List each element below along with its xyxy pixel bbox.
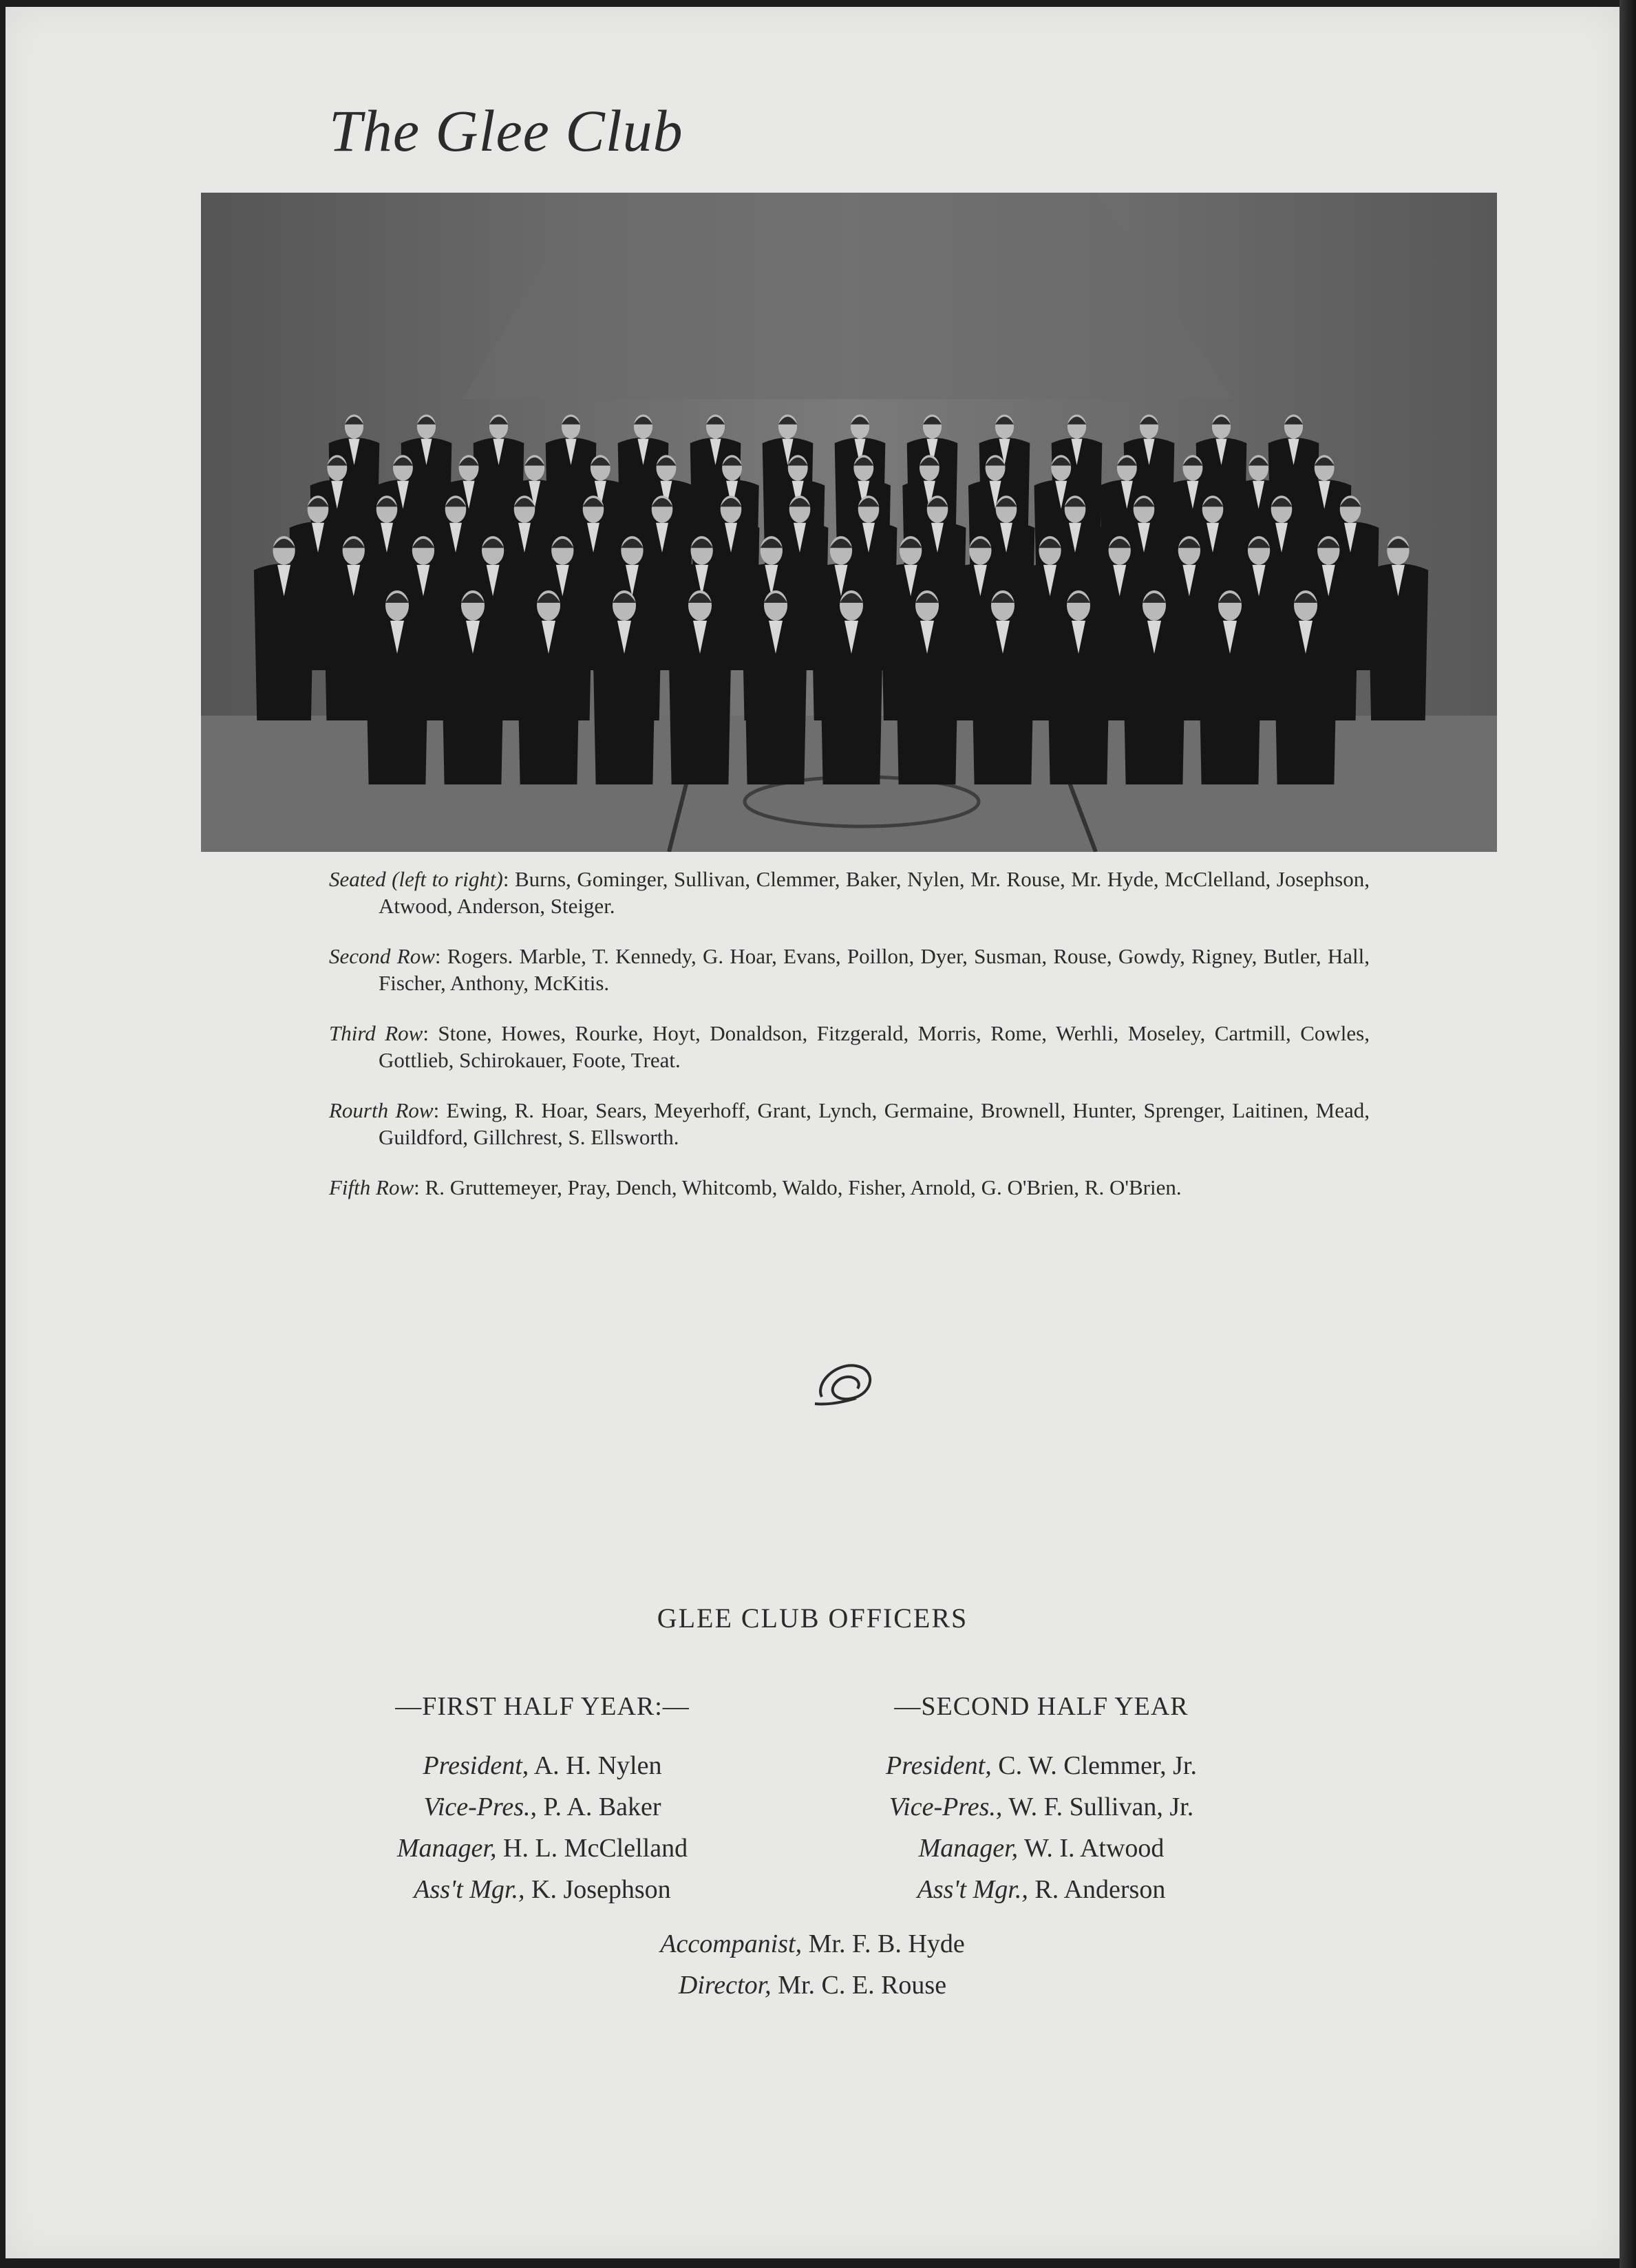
caption-second-row: Second Row: Rogers. Marble, T. Kennedy, G. Hoar, Evans, Poillon, Dyer, Susman, Rouse, Gowdy, Rigney, Butler, Hall, Fischer, Anthony, McKitis. bbox=[329, 944, 1370, 995]
officer-row: Vice-Pres., W. F. Sullivan, Jr. bbox=[889, 1793, 1194, 1821]
officer-row: President, A. H. Nylen bbox=[423, 1751, 662, 1780]
photo-caption bbox=[329, 866, 1370, 1224]
officer-row: Ass't Mgr., R. Anderson bbox=[917, 1875, 1166, 1904]
officer-row: Manager, H. L. McClelland bbox=[396, 1834, 688, 1863]
flourish-ornament-icon bbox=[808, 1356, 884, 1411]
officer-row: Ass't Mgr., K. Josephson bbox=[414, 1875, 671, 1904]
group-photo bbox=[201, 193, 1497, 852]
group-photo-illustration bbox=[201, 193, 1497, 852]
officer-row: Vice-Pres., P. A. Baker bbox=[423, 1793, 661, 1821]
caption-seated: Seated (left to right): Burns, Gominger, Sullivan, Clemmer, Baker, Nylen, Mr. Rouse, Mr. Hyde, McClelland, Josephson, Atwood, Anderson, Steiger. bbox=[329, 867, 1370, 918]
first-half-heading: —FIRST HALF YEAR:— bbox=[395, 1692, 690, 1721]
officer-row: President, C. W. Clemmer, Jr. bbox=[885, 1751, 1197, 1780]
caption-fifth-row: Fifth Row: R. Gruttemeyer, Pray, Dench, Whitcomb, Waldo, Fisher, Arnold, G. O'Brien, R. O'Brien. bbox=[329, 1175, 1182, 1199]
officers-heading: GLEE CLUB OFFICERS bbox=[657, 1603, 968, 1634]
caption-third-row: Third Row: Stone, Howes, Rourke, Hoyt, Donaldson, Fitzgerald, Morris, Rome, Werhli, Moseley, Cartmill, Cowles, Gottlieb, Schirokauer, Foote, Treat. bbox=[329, 1021, 1370, 1072]
accompanist-line: Accompanist, Mr. F. B. Hyde bbox=[660, 1929, 965, 1958]
director-line: Director, Mr. C. E. Rouse bbox=[678, 1971, 947, 2000]
second-half-heading: —SECOND HALF YEAR bbox=[894, 1692, 1189, 1721]
second-half-officers bbox=[800, 1686, 1282, 1910]
first-half-officers bbox=[301, 1686, 783, 1910]
officer-row: Manager, W. I. Atwood bbox=[918, 1834, 1165, 1863]
club-staff bbox=[6, 1923, 1619, 2006]
page-title: The Glee Club bbox=[329, 98, 683, 164]
page-binding-edge bbox=[1619, 0, 1636, 2268]
yearbook-page bbox=[6, 7, 1619, 2258]
caption-fourth-row: Rourth Row: Ewing, R. Hoar, Sears, Meyerhoff, Grant, Lynch, Germaine, Brownell, Hunter, Sprenger, Laitinen, Mead, Guildford, Gillchrest, S. Ellsworth. bbox=[329, 1098, 1370, 1149]
